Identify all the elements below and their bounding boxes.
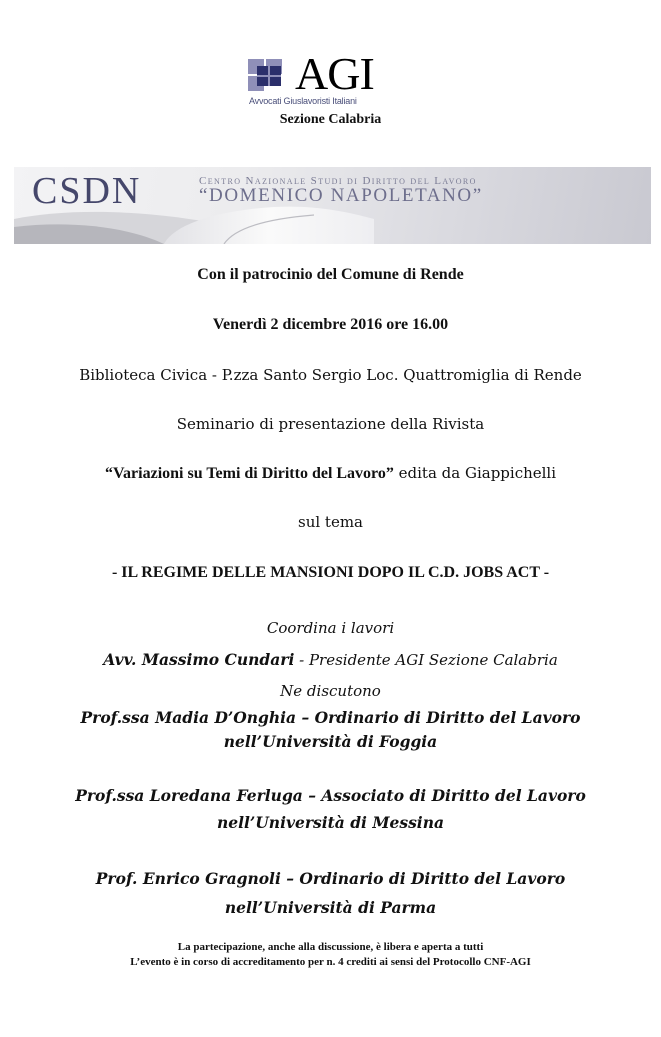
journal-title: “Variazioni su Temi di Diritto del Lavoro”: [104, 465, 394, 482]
speakers-label: Ne discutono: [280, 682, 381, 700]
event-datetime: Venerdì 2 dicembre 2016 ore 16.00: [212, 316, 449, 333]
coordinator-label: Coordina i lavori: [266, 619, 395, 637]
section-name: Sezione Calabria: [279, 112, 382, 127]
speaker-2-line1: Prof.ssa Loredana Ferluga – Associato di Diritto del Lavoro: [75, 786, 586, 805]
coordinator-line: [0, 650, 661, 669]
footer-participation: La partecipazione, anche alla discussione, è libera e aperta a tutti: [177, 941, 484, 953]
speaker-3-line2: nell’Università di Parma: [224, 898, 437, 917]
seminar-intro: Seminario di presentazione della Rivista: [176, 415, 485, 433]
seminar-theme: - IL REGIME DELLE MANSIONI DOPO IL C.D. JOBS ACT -: [111, 564, 550, 581]
csdn-acronym: CSDN: [32, 170, 142, 212]
agi-tagline: Avvocati Giuslavoristi Italiani: [249, 96, 357, 106]
coordinator-role: - Presidente AGI Sezione Calabria: [294, 651, 558, 669]
journal-publisher: edita da Giappichelli: [393, 464, 557, 482]
agi-logo-letters: AGI: [295, 48, 374, 99]
csdn-name: “DOMENICO NAPOLETANO”: [199, 185, 483, 206]
footer-accreditation: L’evento è in corso di accreditamento per n. 4 crediti ai sensi del Protocollo CNF-AGI: [130, 956, 531, 968]
speaker-1-line1: Prof.ssa Madia D’Onghia – Ordinario di Diritto del Lavoro: [80, 708, 581, 727]
csdn-subtitle: Centro Nazionale Studi di Diritto del Lavoro: [199, 175, 477, 187]
theme-label: sul tema: [298, 513, 363, 531]
patronage: Con il patrocinio del Comune di Rende: [197, 266, 464, 283]
event-venue: Biblioteca Civica - P.zza Santo Sergio Loc. Quattromiglia di Rende: [79, 366, 582, 384]
speaker-2-line2: nell’Università di Messina: [216, 813, 445, 832]
coordinator-name: Avv. Massimo Cundari: [103, 650, 295, 669]
speaker-1-line2: nell’Università di Foggia: [223, 732, 438, 751]
agi-logo: [247, 48, 397, 113]
journal-line: [0, 464, 661, 483]
speaker-3-line1: Prof. Enrico Gragnoli – Ordinario di Diritto del Lavoro: [95, 869, 566, 888]
agi-squares-icon: [248, 59, 292, 93]
csdn-banner: [14, 167, 651, 244]
